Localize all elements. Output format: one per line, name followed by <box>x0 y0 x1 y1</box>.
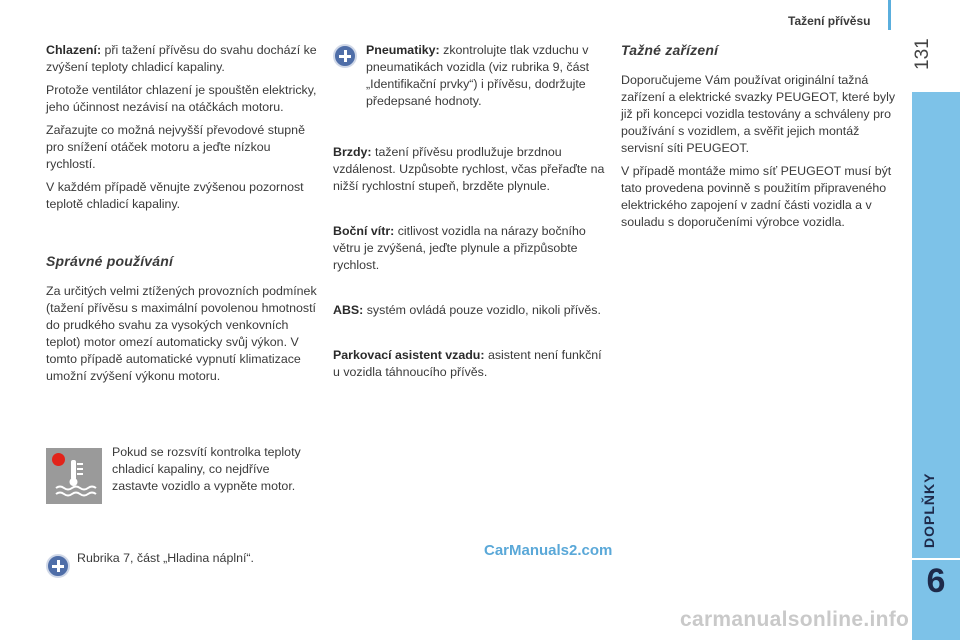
section-heading-correct-use: Správné používání <box>46 253 174 269</box>
side-wind-paragraph: Boční vítr: citlivost vozidla na nárazy bočního větru je zvýšená, jeďte plynule a přizpůsobte rychlost. <box>333 224 586 272</box>
chapter-number: 6 <box>926 562 946 600</box>
info-plus-icon <box>333 44 357 68</box>
column-right <box>621 42 897 231</box>
fan-paragraph: Protože ventilátor chlazení je spouštěn elektricky, jeho účinnost nezávisí na otáčkách motoru. <box>46 83 317 114</box>
coolant-temperature-warning-icon <box>46 448 102 504</box>
column-left <box>46 42 318 385</box>
thermometer-icon <box>46 448 102 504</box>
parking-assist-paragraph: Parkovací asistent vzadu: asistent není funkční u vozidla táhnoucího přívěs. <box>333 348 602 379</box>
side-tab-divider <box>912 558 960 560</box>
attention-paragraph: V každém případě věnujte zvýšenou pozornost teplotě chladicí kapaliny. <box>46 180 304 211</box>
coolant-warning-text: Pokud se rozsvítí kontrolka teploty chladicí kapaliny, co nejdříve zastavte vozidlo a vypněte motor. <box>112 445 301 493</box>
towbar-installation-paragraph: V případě montáže mimo síť PEUGEOT musí být tato provedena povinně s použitím připraveného elektrického zapojení v zadní části vozidla a v souladu s doporučeními výrobce vozidla. <box>621 164 892 229</box>
gear-paragraph: Zařazujte co možná nejvyšší převodové stupně pro snížení otáček motoru a jeďte nízkou rychlostí. <box>46 123 305 171</box>
header-accent-line <box>888 0 891 30</box>
cooling-paragraph: Chlazení: při tažení přívěsu do svahu dochází ke zvýšení teploty chladicí kapaliny. <box>46 43 317 74</box>
brakes-paragraph: Brzdy: tažení přívěsu prodlužuje brzdnou vzdálenost. Uzpůsobte rychlost, včas přeřaďte na nižší rychlostní stupeň, brzděte plynule. <box>333 145 605 193</box>
chapter-tab-label <box>921 528 937 548</box>
tyres-paragraph: Pneumatiky: zkontrolujte tlak vzduchu v pneumatikách vozidla (viz rubrika 9, část „Identifikační prvky“) i přívěsu, dodržujte předepsané hodnoty. <box>366 43 590 108</box>
abs-paragraph: ABS: systém ovládá pouze vozidlo, nikoli přívěs. <box>333 303 601 317</box>
rubric-reference-text: Rubrika 7, část „Hladina náplní“. <box>77 551 254 565</box>
watermark-carmanualsonline: carmanualsonline.info <box>680 608 910 631</box>
section-heading-towbar: Tažné zařízení <box>621 42 719 58</box>
page-header-title: Tažení přívěsu <box>788 14 871 28</box>
column-middle <box>333 144 605 381</box>
watermark-carmanuals: CarManuals2.com <box>484 542 613 559</box>
towbar-recommendation-paragraph: Doporučujeme Vám používat originální tažná zařízení a elektrické svazky PEUGEOT, které byly již při koncepci vozidla testovány a schváleny pro používání s vozidlem, a svěřit jejich montáž servisní síti PEUGEOT. <box>621 73 896 155</box>
power-limit-paragraph: Za určitých velmi ztížených provozních podmínek (tažení přívěsu s maximální povolenou hmotností do prudkého svahu za vysokých venkovních teplot) motor omezí automaticky svůj výkon. V tomto případě automatické vypnutí klimatizace umožní zvýšení výkonu motoru. <box>46 284 317 383</box>
info-plus-icon <box>46 554 70 578</box>
page-number: 131 <box>912 38 933 70</box>
